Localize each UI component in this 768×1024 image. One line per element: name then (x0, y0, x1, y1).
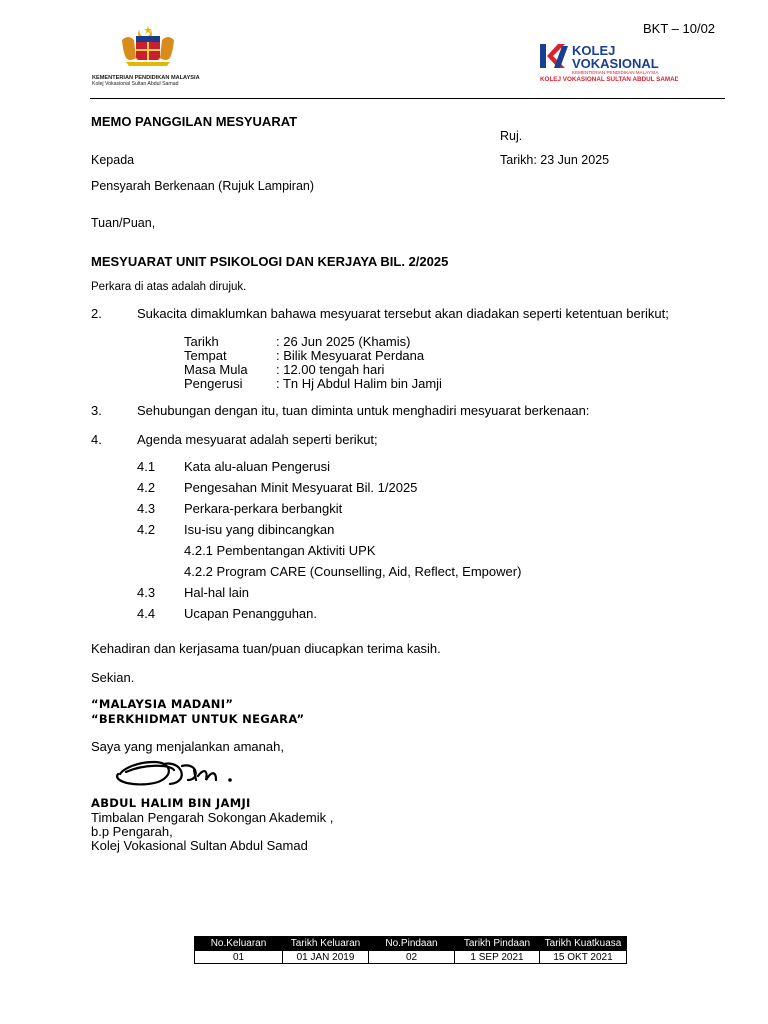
signer-name: ABDUL HALIM BIN JAMJI (91, 796, 251, 810)
table-cell: 15 OKT 2021 (540, 951, 627, 964)
table-header: No.Pindaan (369, 937, 455, 951)
reference-label: Ruj. (500, 129, 523, 143)
memo-title: MEMO PANGGILAN MESYUARAT (91, 114, 298, 129)
closing-text: Kehadiran dan kerjasama tuan/puan diucapkan terima kasih. (91, 641, 441, 656)
detail-row-tempat (184, 349, 442, 363)
detail-label: Tarikh (184, 334, 219, 349)
agenda-number: 4.4 (137, 606, 156, 621)
table-header: No.Keluaran (195, 937, 283, 951)
amanah-text: Saya yang menjalankan amanah, (91, 739, 284, 754)
table-cell: 02 (369, 951, 455, 964)
table-header: Tarikh Kuatkuasa (540, 937, 627, 951)
kpm-logo-text: KEMENTERIAN PENDIDIKAN MALAYSIA (92, 75, 200, 81)
para2-text: Sukacita dimaklumkan bahawa mesyuarat tersebut akan diadakan seperti ketentuan berikut; (137, 306, 669, 321)
para4-number: 4. (91, 432, 102, 447)
kv-logo-line2: VOKASIONAL (572, 56, 659, 71)
detail-value: : 26 Jun 2025 (Khamis) (276, 334, 411, 349)
signature-icon (108, 752, 260, 794)
kv-logo-line4: KOLEJ VOKASIONAL SULTAN ABDUL SAMAD (540, 76, 678, 83)
table-cell: 1 SEP 2021 (455, 951, 540, 964)
agenda-item: Isu-isu yang dibincangkan (184, 522, 335, 537)
agenda-item: Perkara-perkara berbangkit (184, 501, 343, 516)
kpm-logo-subtext: Kolej Vokasional Sultan Abdul Samad (92, 81, 179, 87)
table-cell: 01 JAN 2019 (283, 951, 369, 964)
agenda-number: 4.2 (137, 522, 156, 537)
detail-value: : Bilik Mesyuarat Perdana (276, 348, 425, 363)
kolej-vokasional-logo (538, 40, 678, 84)
detail-value: : 12.00 tengah hari (276, 362, 385, 377)
agenda-number: 4.1 (137, 459, 156, 474)
detail-label: Pengerusi (184, 376, 243, 391)
perkara-text: Perkara di atas adalah dirujuk. (91, 281, 247, 293)
sekian-text: Sekian. (91, 670, 135, 685)
detail-label: Masa Mula (184, 362, 248, 377)
recipient-text: Pensyarah Berkenaan (Rujuk Lampiran) (91, 179, 315, 193)
para3-text: Sehubungan dengan itu, tuan diminta untuk menghadiri mesyuarat berkenaan: (137, 403, 590, 418)
slogan-berkhidmat: “BERKHIDMAT UNTUK NEGARA” (91, 712, 305, 726)
kepada-label: Kepada (91, 153, 135, 167)
kv-logo-line1: KOLEJ (572, 43, 616, 58)
kpm-crest-logo (92, 24, 204, 86)
agenda-number: 4.3 (137, 501, 156, 516)
para3-number: 3. (91, 403, 102, 418)
agenda-subitem: 4.2.1 Pembentangan Aktiviti UPK (184, 543, 376, 558)
table-header: Tarikh Pindaan (455, 937, 540, 951)
document-code: BKT – 10/02 (643, 21, 716, 36)
agenda-subitem: 4.2.2 Program CARE (Counselling, Aid, Reflect, Empower) (184, 564, 522, 579)
para4-text: Agenda mesyuarat adalah seperti berikut; (137, 432, 378, 447)
slogan-malaysia-madani: “MALAYSIA MADANI” (91, 697, 234, 711)
salutation: Tuan/Puan, (91, 216, 156, 230)
kpm-crest-icon (92, 24, 204, 70)
table-cell: 01 (195, 951, 283, 964)
table-header: Tarikh Keluaran (283, 937, 369, 951)
signer-institution: Kolej Vokasional Sultan Abdul Samad (91, 838, 308, 853)
detail-label: Tempat (184, 348, 227, 363)
agenda-item: Pengesahan Minit Mesyuarat Bil. 1/2025 (184, 480, 418, 495)
handwritten-signature (108, 752, 260, 794)
agenda-number: 4.3 (137, 585, 156, 600)
header-divider (90, 98, 725, 99)
para2-number: 2. (91, 306, 102, 321)
detail-row-masa (184, 363, 442, 377)
signer-bp: b.p Pengarah, (91, 824, 173, 839)
detail-row-pengerusi (184, 377, 442, 391)
agenda-item: Ucapan Penangguhan. (184, 606, 318, 621)
agenda-item: Kata alu-aluan Pengerusi (184, 459, 330, 474)
agenda-number: 4.2 (137, 480, 156, 495)
agenda-item: Hal-hal lain (184, 585, 250, 600)
table-row (195, 951, 627, 964)
meeting-title: MESYUARAT UNIT PSIKOLOGI DAN KERJAYA BIL. 2/2025 (91, 254, 449, 269)
kv-logo-line3: KEMENTERIAN PENDIDIKAN MALAYSIA (572, 70, 659, 75)
meeting-details (184, 335, 442, 391)
kv-mark-icon (538, 40, 678, 84)
table-header-row (195, 937, 627, 951)
document-control-table (194, 936, 627, 964)
signer-title: Timbalan Pengarah Sokongan Akademik , (91, 810, 334, 825)
detail-value: : Tn Hj Abdul Halim bin Jamji (276, 376, 442, 391)
detail-row-tarikh (184, 335, 442, 349)
memo-date: Tarikh: 23 Jun 2025 (500, 153, 610, 167)
